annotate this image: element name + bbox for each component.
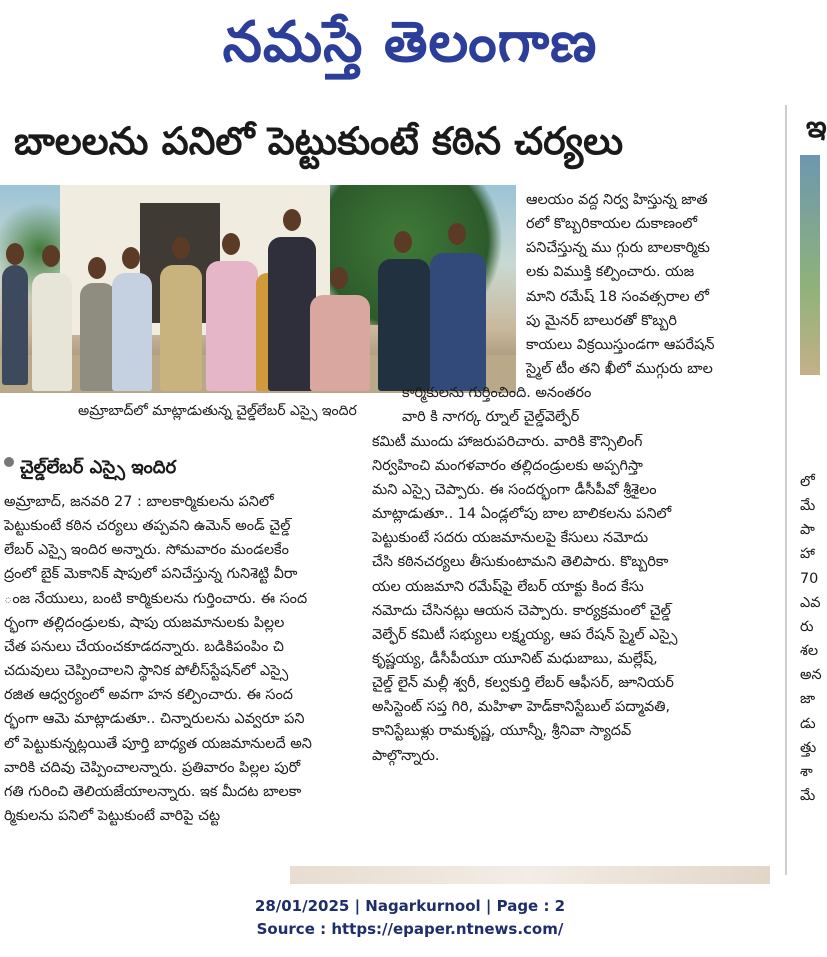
- date-edition-page: 28/01/2025 | Nagarkurnool | Page : 2: [254, 897, 566, 915]
- text-line: పాల్గొన్నారు.: [372, 747, 440, 764]
- photo-caption: అమ్రాబాద్‌లో మాట్లాడుతున్న చైల్డ్‌లేబర్ ఎస్సై ఇందిర: [78, 403, 357, 419]
- text-line: గతి గురించి తెలియజేయాలన్నారు. ఇక మీదట బాలకా: [4, 783, 302, 800]
- text-line: పనిచేస్తున్న ము గ్గురు బాలకార్మికు: [526, 240, 710, 257]
- text-line: వెల్ఫేర్ కమిటీ సభ్యులు లక్ష్మయ్య, ఆప రేషన్ స్మైల్ ఎస్సై: [372, 626, 678, 643]
- text-line: పా: [800, 522, 815, 539]
- article-byline: చైల్డ్‌లేబర్ ఎస్సై ఇందిర: [20, 457, 177, 478]
- text-line: ర్మికులను పనిలో పెట్టుకుంటే వారిపై చట్ట: [4, 808, 221, 825]
- adjacent-article-text: [800, 470, 820, 840]
- text-line: ంజ నేయులు, బంటి కార్మికులను గుర్తించారు. ఈ సంద: [4, 590, 308, 607]
- text-line: నిర్వహించి మంగళవారం తల్లిదండ్రులకు అప్పగిస్తా: [372, 457, 643, 474]
- masthead: [0, 0, 820, 88]
- article-body-left: [4, 490, 370, 870]
- text-line: శా: [800, 763, 813, 780]
- text-line: శల: [800, 643, 819, 660]
- adjacent-photo: [800, 155, 820, 375]
- text-line: ద్రంలో బైక్ మెకానిక్ షాపులో పనిచేస్తున్న గునిశెట్టి వీరా: [4, 566, 298, 583]
- newspaper-title: నమస్తే తెలంగాణ: [222, 10, 598, 75]
- text-line: కమిటీ ముందు హాజరుపరిచారు. వారికి కౌన్సిలింగ్: [372, 433, 643, 450]
- bullet-icon: [4, 457, 14, 467]
- article-headline: బాలలను పనిలో పెట్టుకుంటే కఠిన చర్యలు: [14, 119, 624, 163]
- text-line: కృష్ణయ్య, డీసీపీయూ యూనిట్ మధుబాబు, మల్లేష్,: [372, 650, 658, 667]
- text-line: వారి కి నాగర్క ర్నూల్ చైల్డ్‌వెల్ఫేర్: [402, 409, 580, 426]
- text-line: జా: [800, 691, 816, 708]
- text-line: ఆలయం వద్ద నిర్వ హిస్తున్న జాత: [526, 192, 708, 208]
- text-line: ర్భంగా తల్లిదండ్రులకు, షాపు యజమానులకు పిల్లల: [4, 614, 285, 631]
- text-line: అన: [800, 667, 822, 684]
- text-line: ర్భంగా ఆమె మాట్లాడుతూ.. చిన్నారులను ఎవ్వరూ పని: [4, 711, 305, 728]
- text-line: పు మైనర్ బాలురతో కొబ్బరి: [526, 312, 677, 329]
- text-line: కార్మికులను గుర్తించింది. అనంతరం: [402, 385, 592, 402]
- text-line: త్తు: [800, 739, 817, 756]
- text-line: నమోదు చేసినట్లు ఆయన చెప్పారు. కార్యక్రమంలో చైల్డ్: [372, 602, 671, 619]
- text-line: మే: [800, 498, 816, 515]
- text-line: చైల్డ్ లైన్ మల్లీ శ్వరీ, కల్వకుర్తి లేబర్ ఆఫీసర్, జూనియర్: [372, 675, 674, 692]
- text-line: ఎవ: [800, 594, 821, 611]
- text-line: కాయలు విక్రయిస్తుండగా ఆపరేషన్: [526, 336, 715, 353]
- next-article-photo: [290, 866, 770, 884]
- text-line: పెట్టుకుంటే సదరు యజమానులపై కేసులు నమోదు: [372, 530, 649, 547]
- text-line: లేబర్ ఎస్సై ఇందిర అన్నారు. సోమవారం మండలకేం: [4, 542, 289, 559]
- text-line: చేత పనులు చేయంచకూడదన్నారు. బడికిపంపిం చి: [4, 638, 284, 655]
- text-line: చేసి కఠినచర్యలు తీసుకుంటామని తెలిపారు. కొబ్బరికా: [372, 554, 669, 571]
- text-line: అసిస్టెంట్ సప్త గిరి, మహిళా హెడ్‌కానిస్టేబుల్ పద్మావతి,: [372, 699, 671, 716]
- text-line: యల యజమాని రమేష్‌పై లేబర్ యాక్టు కింద కేసు: [372, 578, 644, 595]
- adjacent-headline-fragment: ఇ: [806, 110, 827, 145]
- text-line: 70: [800, 570, 819, 587]
- article-body-right: [372, 188, 774, 856]
- text-line: చదువులు చెప్పించాలని స్థానిక పోలీస్‌స్టేషన్‌లో ఎస్సై: [4, 663, 289, 680]
- text-line: లో పెట్టుకున్నట్లయితే పూర్తి బాధ్యత యజమానులదే అని: [4, 735, 312, 752]
- source-link[interactable]: Source : https://epaper.ntnews.com/: [256, 920, 564, 938]
- text-line: కానిస్టేబుళ్లు రామకృష్ణ, యూన్నీ, శ్రీనివా స్యాదవ్: [372, 723, 632, 740]
- text-line: రు: [800, 618, 814, 635]
- text-line: మే: [800, 788, 816, 805]
- page-footer: [0, 895, 820, 945]
- text-line: మాట్లాడుతూ.. 14 ఏండ్లలోపు బాల బాలికలను పనిలో: [372, 506, 672, 523]
- text-line: స్మైల్ టీం తని ఖీలో ముగ్గురు బాల: [526, 361, 713, 378]
- text-line: మని ఎస్సై చెప్పారు. ఈ సందర్భంగా డీసీపీవో శ్రీశైలం: [372, 481, 657, 498]
- text-line: లకు విముక్తి కల్పించారు. యజ: [526, 264, 695, 281]
- text-line: రలో కొబ్బరికాయల దుకాణంలో: [526, 216, 698, 233]
- column-divider: [785, 105, 787, 875]
- text-line: లో: [800, 474, 815, 490]
- text-line: మాని రమేష్ 18 సంవత్సరాల లో: [526, 288, 709, 305]
- text-line: వారికి చదివు చెప్పించాలన్నారు. ప్రతివారం పిల్లల పురో: [4, 759, 301, 776]
- text-line: అమ్రాబాద్, జనవరి 27 : బాలకార్మికులను పనిలో: [4, 494, 274, 510]
- text-line: రజిత ఆధ్వర్యంలో అవగా హన కల్పించారు. ఈ సంద: [4, 687, 293, 704]
- text-line: హా: [800, 546, 815, 563]
- text-line: పెట్టుకుంటే కఠిన చర్యలు తప్పవని ఉమెన్ అండ్ చైల్డ్: [4, 518, 291, 535]
- text-line: డు: [800, 715, 816, 732]
